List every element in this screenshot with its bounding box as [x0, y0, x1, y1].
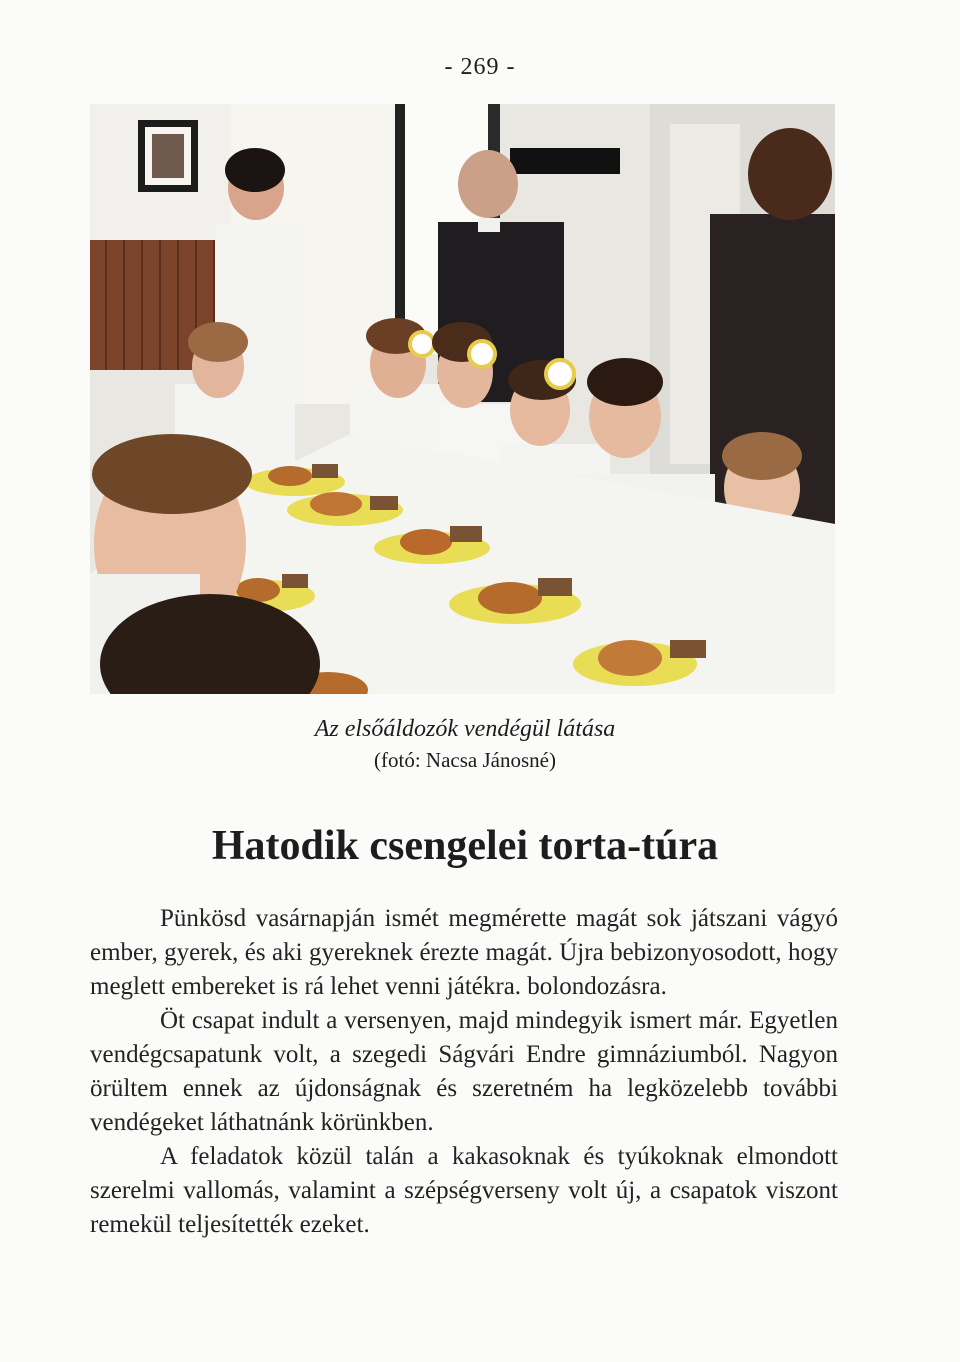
photo-illustration — [90, 104, 835, 694]
article-body — [90, 902, 838, 1242]
page-number: - 269 - — [444, 54, 516, 80]
photo — [90, 104, 835, 694]
article-paragraph: Pünkösd vasárnapján ismét megmérette magát sok játszani vágyó ember, gyerek, és aki gyereknek érezte magát. Újra bebizonyosodott, hogy meglett embereket is rá lehet venni játékra. bolondozásra. — [90, 905, 838, 1000]
photo-caption-title: Az elsőáldozók vendégül látása — [314, 716, 616, 742]
article-paragraph: A feladatok közül talán a kakasoknak és tyúkoknak elmondott szerelmi vallomás, valamint a szépségverseny volt új, a csapatok viszont remekül teljesítették ezeket. — [90, 1143, 838, 1238]
article-title: Hatodik csengelei torta-túra — [211, 823, 719, 869]
article-paragraph: Öt csapat indult a versenyen, majd mindegyik ismert már. Egyetlen vendégcsapatunk volt, a szegedi Ságvári Endre gimnáziumból. Nagyon örültem ennek az újdonságnak és szeretném ha legközelebb további vendégeket láthatnánk körünkben. — [90, 1007, 838, 1136]
photo-caption-credit: (fotó: Nacsa Jánosné) — [374, 748, 556, 772]
